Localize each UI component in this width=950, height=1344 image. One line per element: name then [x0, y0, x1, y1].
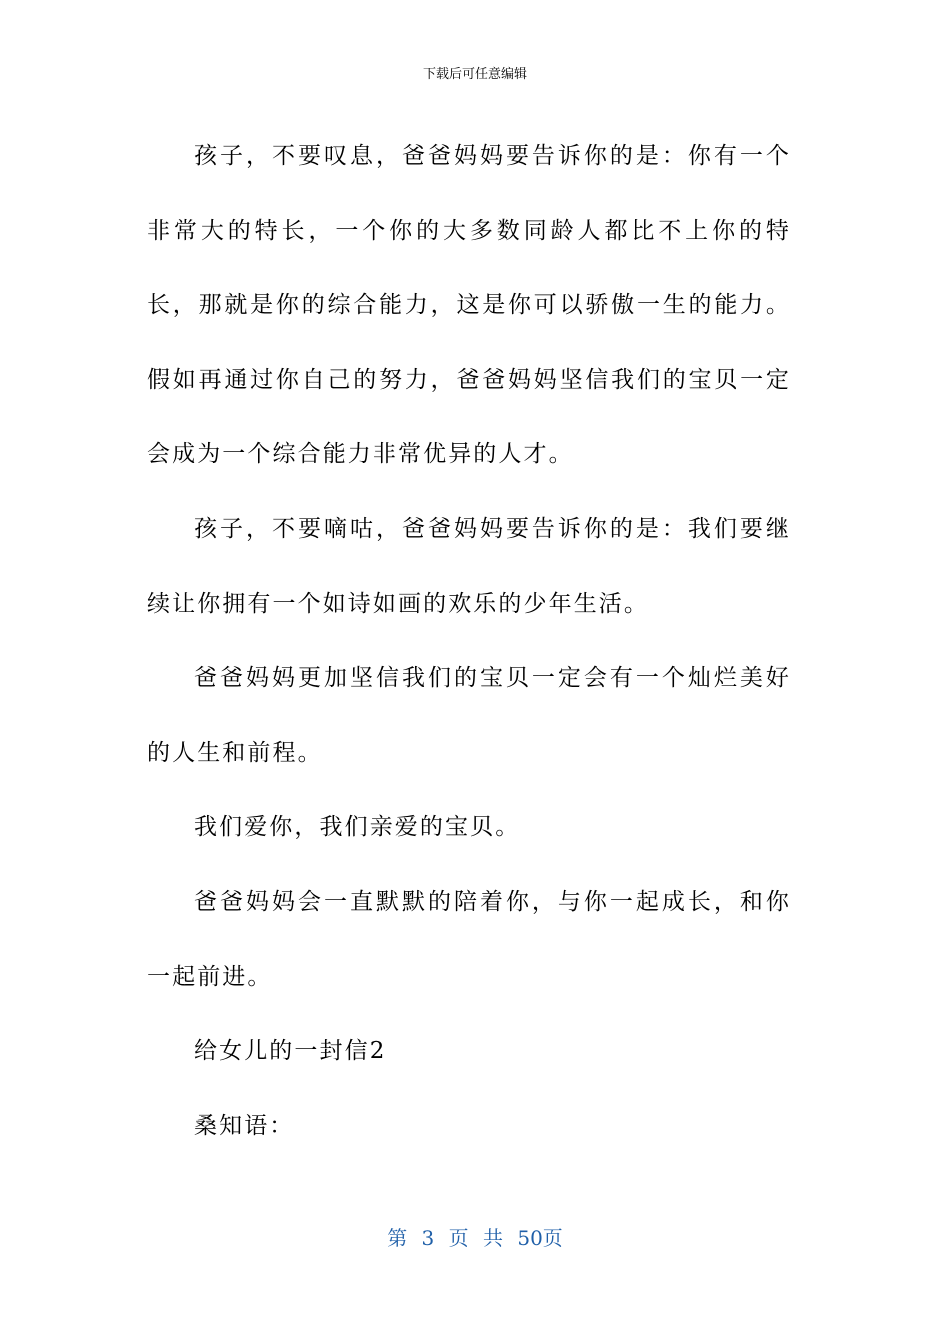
paragraph-3: 爸爸妈妈更加坚信我们的宝贝一定会有一个灿烂美好的人生和前程。 — [147, 665, 791, 766]
page-header: 下载后可任意编辑 — [422, 67, 527, 82]
paragraph-1: 孩子，不要叹息，爸爸妈妈要告诉你的是：你有一个非常大的特长，一个你的大多数同龄人都比不上你的特长，那就是你的综合能力，这是你可以骄傲一生的能力。假如再通过你自己的努力，爸爸妈妈坚信我们的宝贝一定会成为一个综合能力非常优异的人才。 — [147, 143, 791, 468]
paragraph-4: 我们爱你，我们亲爱的宝贝。 — [194, 814, 521, 841]
page-footer: 第 3 页 共 50页 — [387, 1226, 563, 1250]
paragraph-5: 爸爸妈妈会一直默默的陪着你，与你一起成长，和你一起前进。 — [147, 888, 791, 990]
salutation: 桑知语： — [194, 1112, 295, 1139]
section-heading: 给女儿的一封信2 — [194, 1038, 387, 1065]
document-body — [147, 119, 791, 1163]
paragraph-2: 孩子，不要嘀咕，爸爸妈妈要告诉你的是：我们要继续让你拥有一个如诗如画的欢乐的少年生活。 — [147, 515, 791, 617]
